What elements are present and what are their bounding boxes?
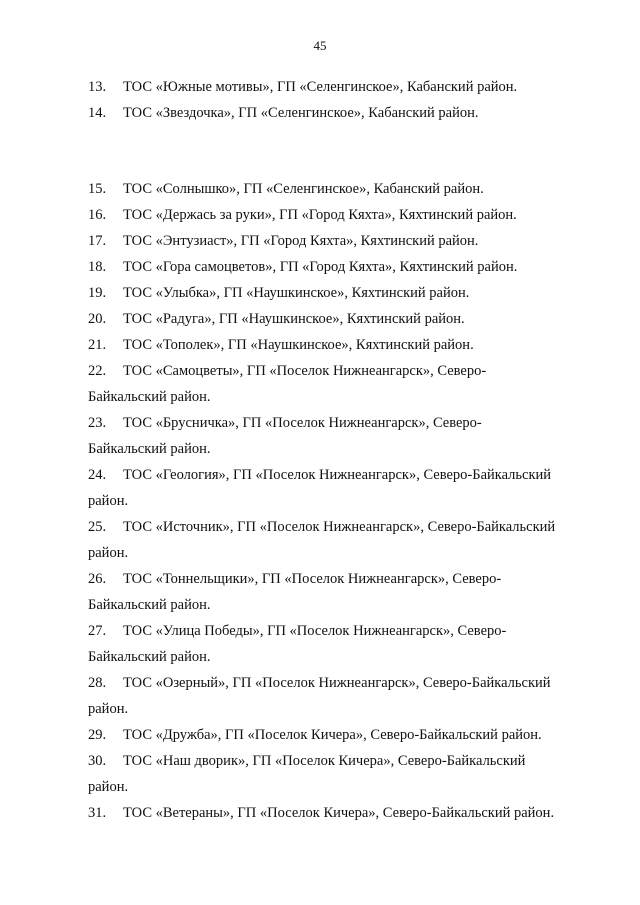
list-item-22-continuation: Байкальский район.	[88, 389, 211, 405]
item-text: ТОС «Тоннельщики», ГП «Поселок Нижнеангарск», Северо-	[123, 571, 502, 587]
list-item-28-continuation: район.	[88, 701, 129, 717]
item-text: ТОС «Ветераны», ГП «Поселок Кичера», Северо-Байкальский район.	[123, 805, 555, 821]
item-text: ТОС «Солнышко», ГП «Селенгинское», Кабанский район.	[123, 181, 484, 197]
item-number: 28.	[88, 675, 107, 691]
list-item-23-continuation: Байкальский район.	[88, 441, 211, 457]
item-number: 13.	[88, 79, 107, 95]
item-text: ТОС «Тополек», ГП «Наушкинское», Кяхтинский район.	[123, 337, 474, 353]
list-item-23	[88, 414, 482, 432]
item-text: ТОС «Радуга», ГП «Наушкинское», Кяхтинский район.	[123, 311, 465, 327]
item-text: ТОС «Озерный», ГП «Поселок Нижнеангарск», Северо-Байкальский	[123, 675, 551, 691]
item-number: 23.	[88, 415, 107, 431]
item-number: 16.	[88, 207, 107, 223]
item-text: ТОС «Держась за руки», ГП «Город Кяхта», Кяхтинский район.	[123, 207, 517, 223]
list-item-26	[88, 570, 501, 588]
list-item-17	[88, 232, 478, 250]
list-item-27-continuation: Байкальский район.	[88, 649, 211, 665]
list-item-31	[88, 804, 554, 822]
list-item-22	[88, 362, 486, 380]
list-item-20	[88, 310, 465, 328]
list-item-16	[88, 206, 517, 224]
item-number: 25.	[88, 519, 107, 535]
list-item-21	[88, 336, 474, 354]
item-text: ТОС «Самоцветы», ГП «Поселок Нижнеангарск», Северо-	[123, 363, 487, 379]
list-item-30-continuation: район.	[88, 779, 129, 795]
list-item-27	[88, 622, 506, 640]
list-item-26-continuation: Байкальский район.	[88, 597, 211, 613]
item-number: 20.	[88, 311, 107, 327]
item-number: 26.	[88, 571, 107, 587]
list-item-19	[88, 284, 469, 302]
list-item-13	[88, 78, 517, 96]
list-item-24	[88, 466, 551, 484]
item-number: 22.	[88, 363, 107, 379]
item-number: 29.	[88, 727, 107, 743]
list-item-25-continuation: район.	[88, 545, 129, 561]
item-text: ТОС «Геология», ГП «Поселок Нижнеангарск», Северо-Байкальский	[123, 467, 552, 483]
list-item-25	[88, 518, 555, 536]
item-text: ТОС «Наш дворик», ГП «Поселок Кичера», Северо-Байкальский	[123, 753, 526, 769]
item-number: 14.	[88, 105, 107, 121]
item-number: 21.	[88, 337, 107, 353]
item-number: 18.	[88, 259, 107, 275]
item-number: 17.	[88, 233, 107, 249]
item-text: ТОС «Улыбка», ГП «Наушкинское», Кяхтинский район.	[123, 285, 470, 301]
list-item-18	[88, 258, 517, 276]
list-item-15	[88, 180, 484, 198]
list-item-28	[88, 674, 551, 692]
page-number: 45	[313, 38, 327, 53]
item-number: 31.	[88, 805, 107, 821]
item-number: 27.	[88, 623, 107, 639]
item-number: 19.	[88, 285, 107, 301]
item-number: 24.	[88, 467, 107, 483]
item-text: ТОС «Южные мотивы», ГП «Селенгинское», Кабанский район.	[123, 79, 518, 95]
item-text: ТОС «Источник», ГП «Поселок Нижнеангарск», Северо-Байкальский	[123, 519, 556, 535]
item-text: ТОС «Звездочка», ГП «Селенгинское», Кабанский район.	[123, 105, 479, 121]
list-item-14	[88, 104, 478, 122]
item-text: ТОС «Энтузиаст», ГП «Город Кяхта», Кяхтинский район.	[123, 233, 479, 249]
item-number: 30.	[88, 753, 107, 769]
item-text: ТОС «Гора самоцветов», ГП «Город Кяхта», Кяхтинский район.	[123, 259, 518, 275]
item-text: ТОС «Улица Победы», ГП «Поселок Нижнеангарск», Северо-	[123, 623, 507, 639]
item-text: ТОС «Брусничка», ГП «Поселок Нижнеангарск», Северо-	[123, 415, 482, 431]
list-item-29	[88, 726, 542, 744]
list-item-30	[88, 752, 525, 770]
item-text: ТОС «Дружба», ГП «Поселок Кичера», Северо-Байкальский район.	[123, 727, 542, 743]
list-item-24-continuation: район.	[88, 493, 129, 509]
item-number: 15.	[88, 181, 107, 197]
